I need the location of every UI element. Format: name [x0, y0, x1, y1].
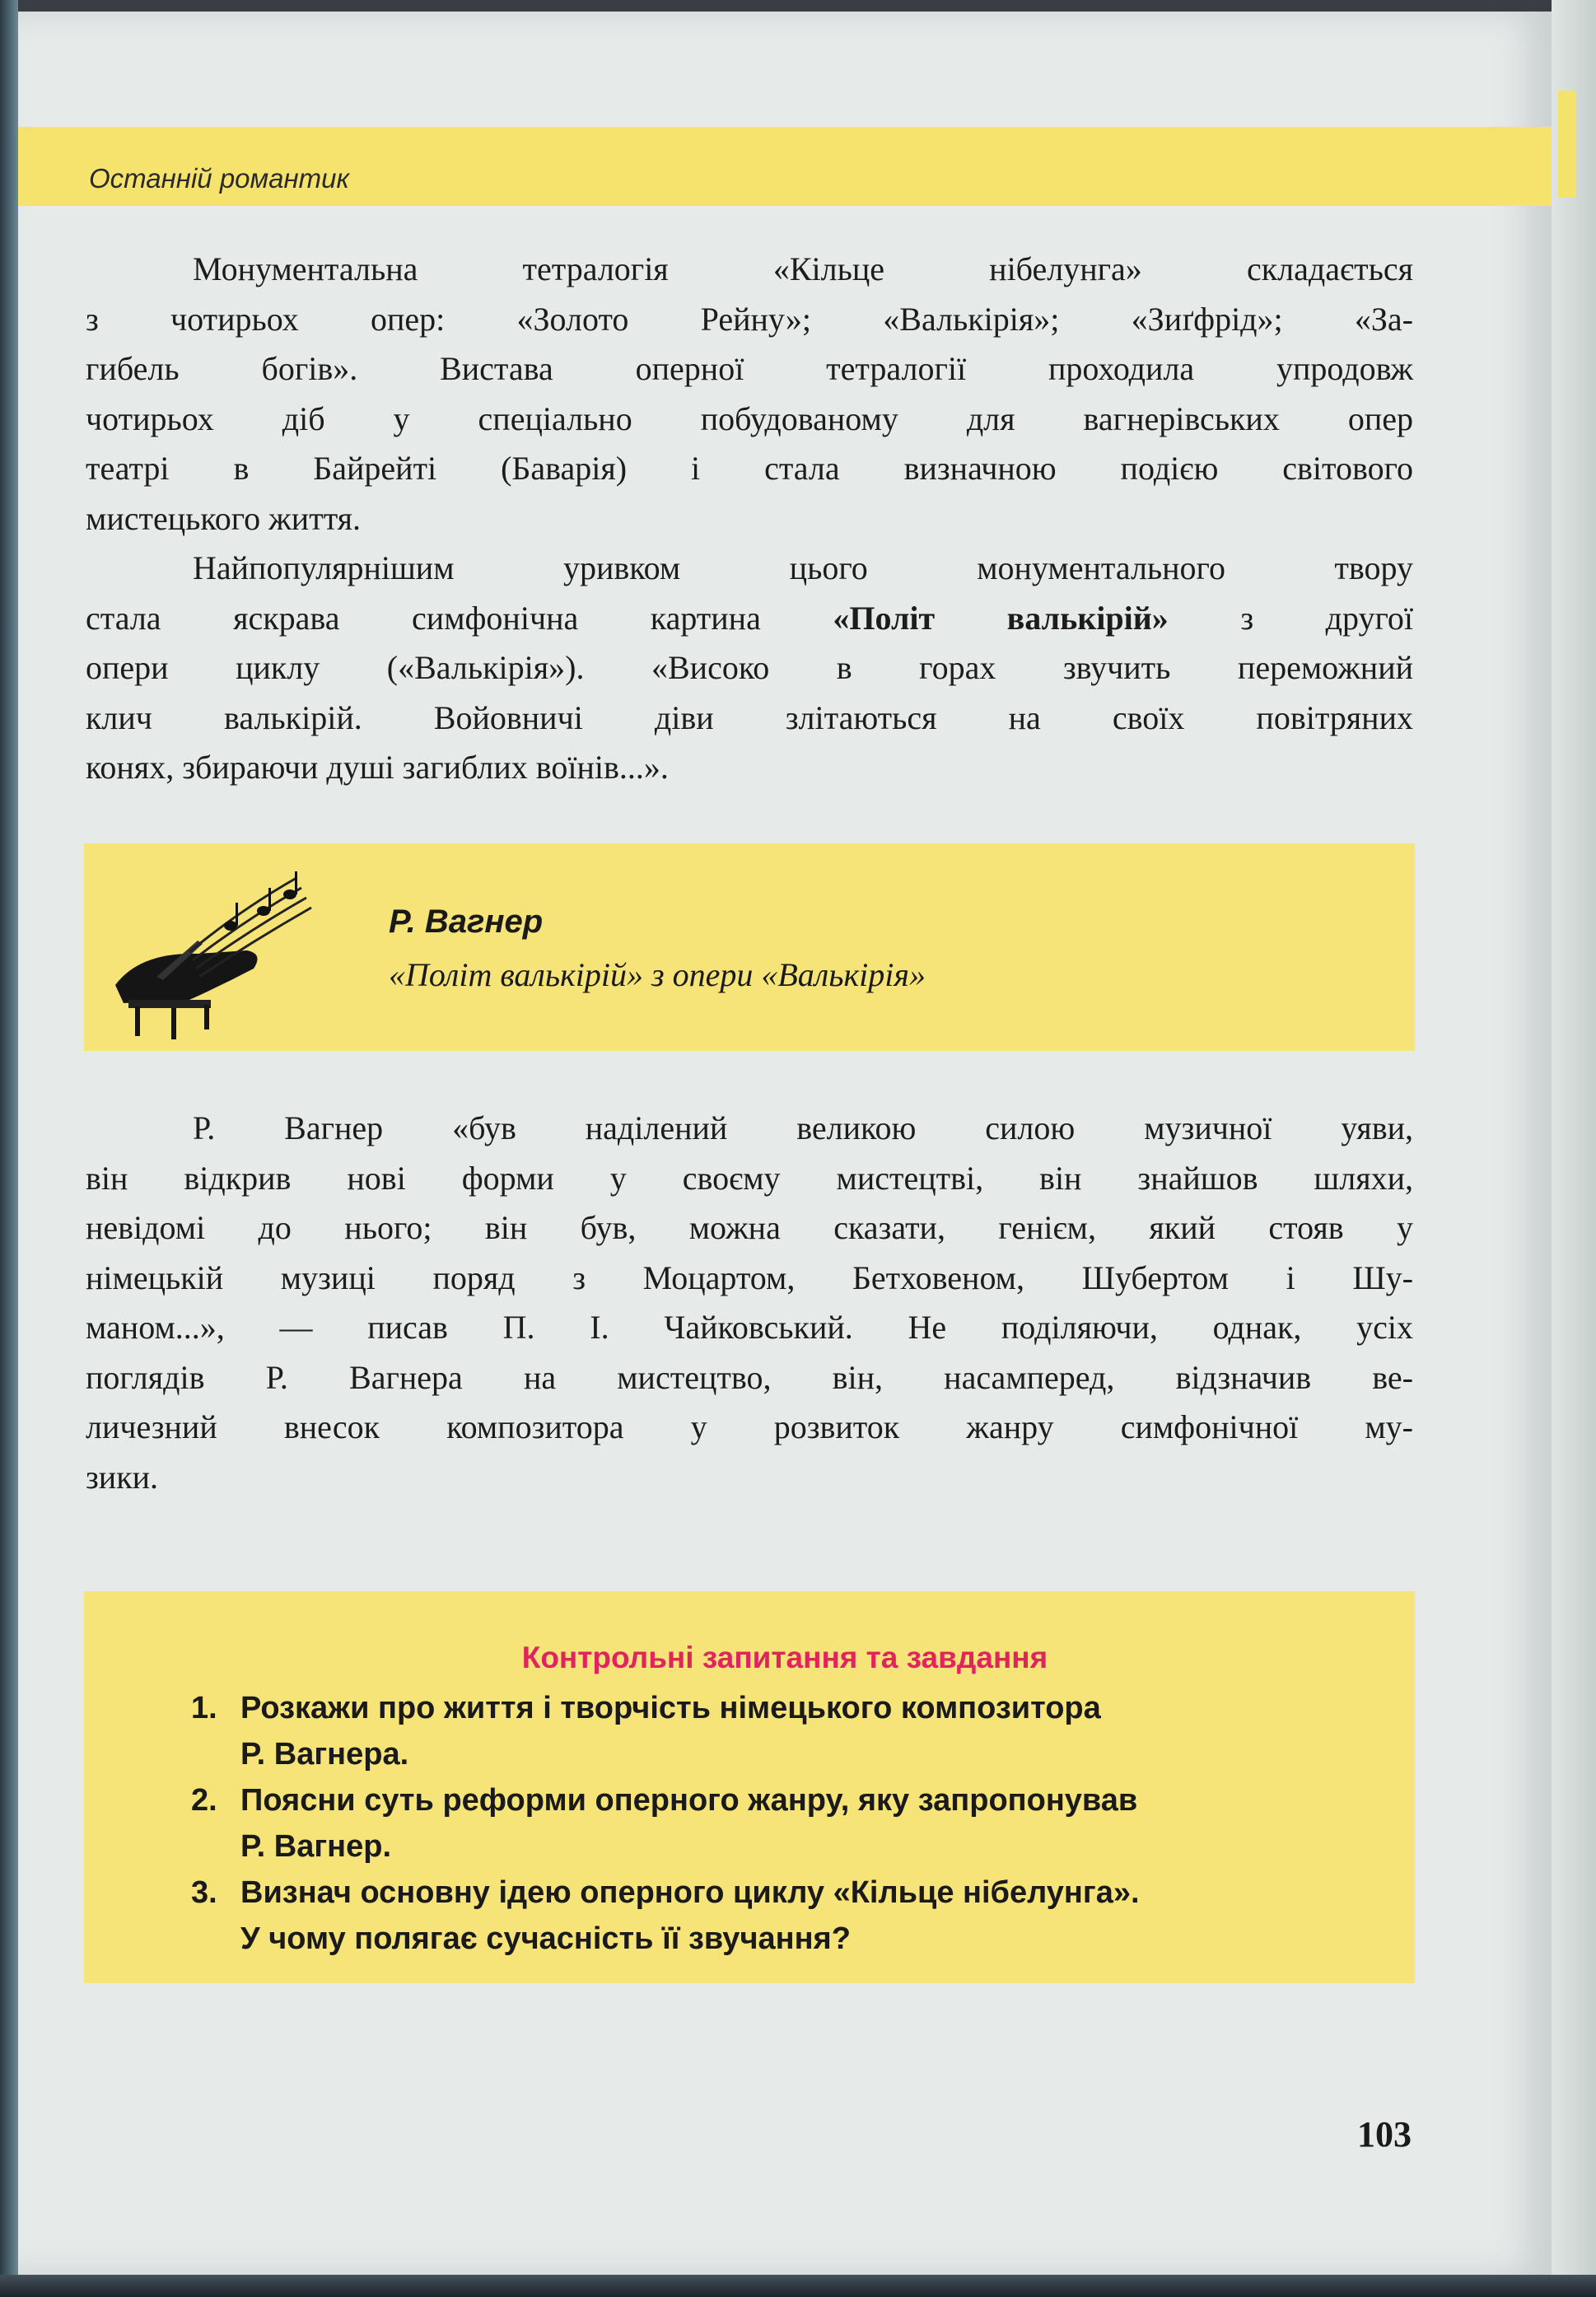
text-line: чотирьох діб у спеціально побудованому для вагнерівських опер [86, 399, 1413, 437]
question-line: Р. Вагнера. [240, 1737, 409, 1772]
text-line: з чотирьох опер: «Золото Рейну»; «Валькірія»; «Зиґфрід»; «За- [86, 300, 1413, 338]
question-item [191, 1870, 1344, 1962]
question-line: Визнач основну ідею оперного циклу «Кільце нібелунга». [240, 1875, 1140, 1910]
question-line: Р. Вагнер. [240, 1829, 392, 1864]
section-tab [1558, 91, 1576, 198]
question-number: 1. [191, 1691, 217, 1725]
question-line: У чому полягає сучасність її звучання? [240, 1921, 851, 1956]
text-line: він відкрив нові форми у своєму мистецтві, він знайшов шляхи, [86, 1159, 1413, 1197]
questions-list [191, 1685, 1344, 1962]
text-line: зики. [86, 1458, 159, 1496]
paragraph-2 [86, 544, 1413, 793]
question-number: 2. [191, 1783, 217, 1818]
book-spine-edge [0, 0, 18, 2297]
text-line: гибель богів». Вистава оперної тетралогії проходила упродовж [86, 350, 1413, 387]
text-line: конях, збираючи душі загиблих воїнів...». [86, 749, 669, 786]
text-line: невідомі до нього; він був, можна сказати, генієм, який стояв у [86, 1209, 1413, 1246]
text-line: Найпопулярнішим уривком цього монументального твору [193, 549, 1413, 586]
text-line: маном...», — писав П. І. Чайковський. Не поділяючи, однак, усіх [86, 1309, 1413, 1346]
question-number: 3. [191, 1875, 217, 1910]
questions-title: Контрольні запитання та завдання [521, 1641, 1048, 1674]
text-line: клич валькірій. Войовничі діви злітаються на своїх повітряних [86, 698, 1413, 736]
piano-icon [107, 861, 321, 1047]
text-line: театрі в Байрейті (Баварія) і стала визначною подією світового [86, 450, 1413, 487]
bottom-edge [0, 2275, 1596, 2297]
question-item [191, 1777, 1344, 1870]
text-line: стала яскрава симфонічна картина «Політ валькірій» з другої [86, 599, 1414, 637]
paragraph-3 [86, 1104, 1413, 1502]
text-line: личезний внесок композитора у розвиток жанру симфонічної му- [86, 1408, 1413, 1445]
text-line: Монументальна тетралогія «Кільце нібелунга» складається [193, 250, 1413, 287]
question-line: Поясни суть реформи оперного жанру, яку запропонував [240, 1783, 1138, 1818]
text-line: Р. Вагнер «був наділений великою силою музичної уяви, [193, 1109, 1413, 1146]
bold-phrase: «Політ валькірій» [833, 599, 1169, 637]
work-title: «Політ валькірій» з опери «Валькірія» [389, 956, 926, 993]
composer-name: Р. Вагнер [389, 903, 544, 940]
question-line: Розкажи про життя і творчість німецького композитора [240, 1691, 1101, 1725]
book-page [18, 12, 1552, 2275]
paragraph-1 [86, 245, 1413, 544]
question-item [191, 1685, 1344, 1777]
page-number: 103 [1357, 2114, 1412, 2155]
running-header: Останній романтик [89, 163, 350, 194]
text-line: мистецького життя. [86, 499, 362, 537]
text-line: опери циклу («Валькірія»). «Високо в горах звучить переможний [86, 649, 1413, 686]
text-line: німецькій музиці поряд з Моцартом, Бетховеном, Шубертом і Шу- [86, 1258, 1413, 1296]
page-stack-edge [1552, 0, 1596, 2297]
text-line: поглядів Р. Вагнера на мистецтво, він, насамперед, відзначив ве- [86, 1358, 1413, 1396]
